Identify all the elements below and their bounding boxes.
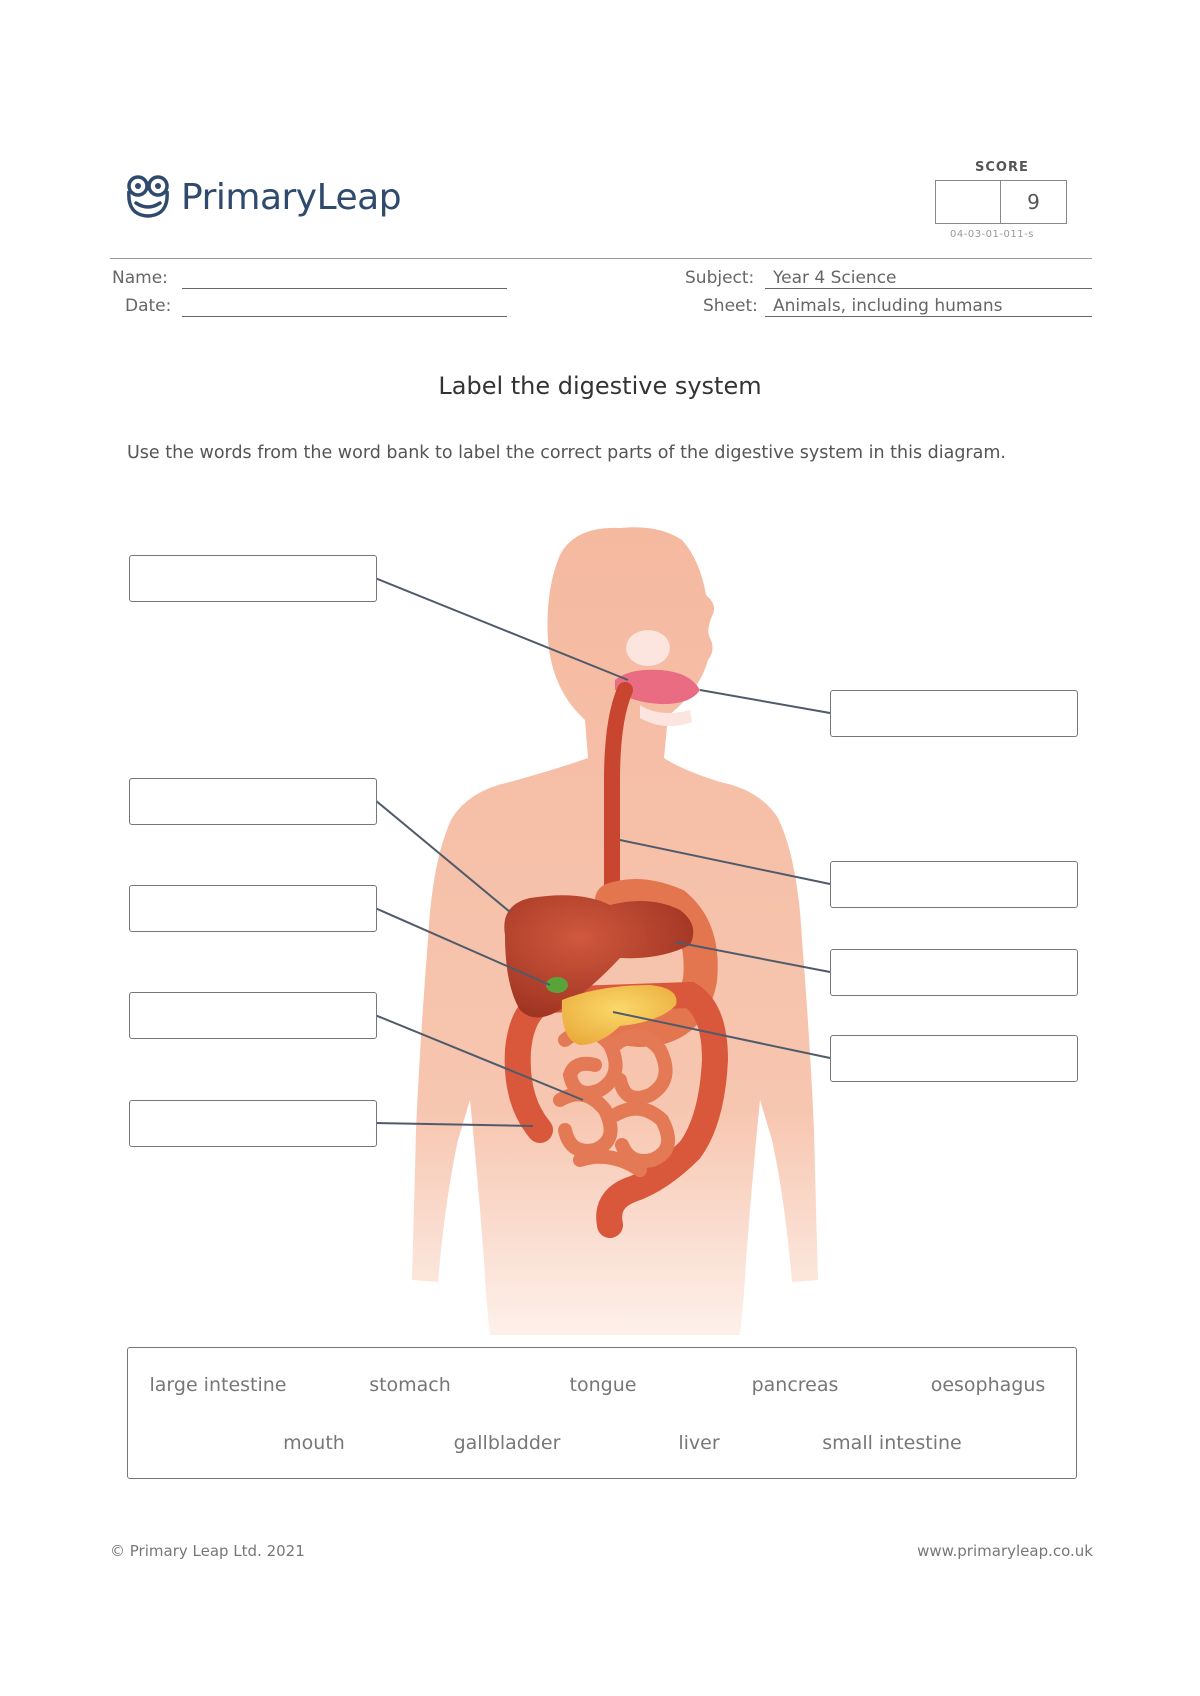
frog-logo-icon [125, 175, 171, 219]
word-bank-item: small intestine [822, 1432, 962, 1454]
score-label: SCORE [975, 160, 1029, 175]
date-field[interactable] [182, 296, 507, 317]
subject-field [765, 268, 1092, 289]
answer-box-5[interactable] [129, 885, 377, 932]
answer-box-9[interactable] [129, 1100, 377, 1147]
name-field[interactable] [182, 268, 507, 289]
mouth-cavity [626, 630, 670, 666]
answer-box-4[interactable] [830, 861, 1078, 908]
instructions: Use the words from the word bank to label the correct parts of the digestive system in this diagram. [127, 443, 1006, 463]
brand-logo [125, 175, 401, 219]
brand-name: PrimaryLeap [181, 176, 402, 218]
word-bank-item: pancreas [751, 1374, 839, 1396]
date-label: Date: [125, 296, 172, 316]
word-bank [127, 1347, 1077, 1479]
word-bank-item: liver [678, 1432, 720, 1454]
sheet-value: Animals, including humans [773, 296, 1003, 316]
word-bank-item: oesophagus [930, 1374, 1046, 1396]
word-bank-item: large intestine [149, 1374, 287, 1396]
copyright-text: © Primary Leap Ltd. 2021 [110, 1542, 305, 1560]
subject-label: Subject: [685, 268, 755, 288]
word-bank-item: gallbladder [453, 1432, 561, 1454]
pointer-line-tongue-right [700, 690, 830, 713]
name-label: Name: [112, 268, 168, 288]
word-bank-item: stomach [369, 1374, 451, 1396]
header-divider [110, 258, 1092, 259]
sheet-label: Sheet: [703, 296, 758, 316]
subject-value: Year 4 Science [773, 268, 897, 288]
page-title: Label the digestive system [438, 372, 762, 400]
word-bank-item: tongue [569, 1374, 637, 1396]
answer-box-7[interactable] [129, 992, 377, 1039]
sheet-code: 04-03-01-011-s [950, 229, 1034, 240]
answer-box-6[interactable] [830, 949, 1078, 996]
answer-box-8[interactable] [830, 1035, 1078, 1082]
word-bank-item: mouth [283, 1432, 345, 1454]
answer-box-2[interactable] [830, 690, 1078, 737]
sheet-field [765, 296, 1092, 317]
website-link[interactable]: www.primaryleap.co.uk [917, 1542, 1093, 1560]
score-box [935, 180, 1067, 224]
score-earned-cell[interactable] [936, 181, 1001, 223]
score-total: 9 [1027, 190, 1040, 214]
answer-box-3[interactable] [129, 778, 377, 825]
answer-box-1[interactable] [129, 555, 377, 602]
